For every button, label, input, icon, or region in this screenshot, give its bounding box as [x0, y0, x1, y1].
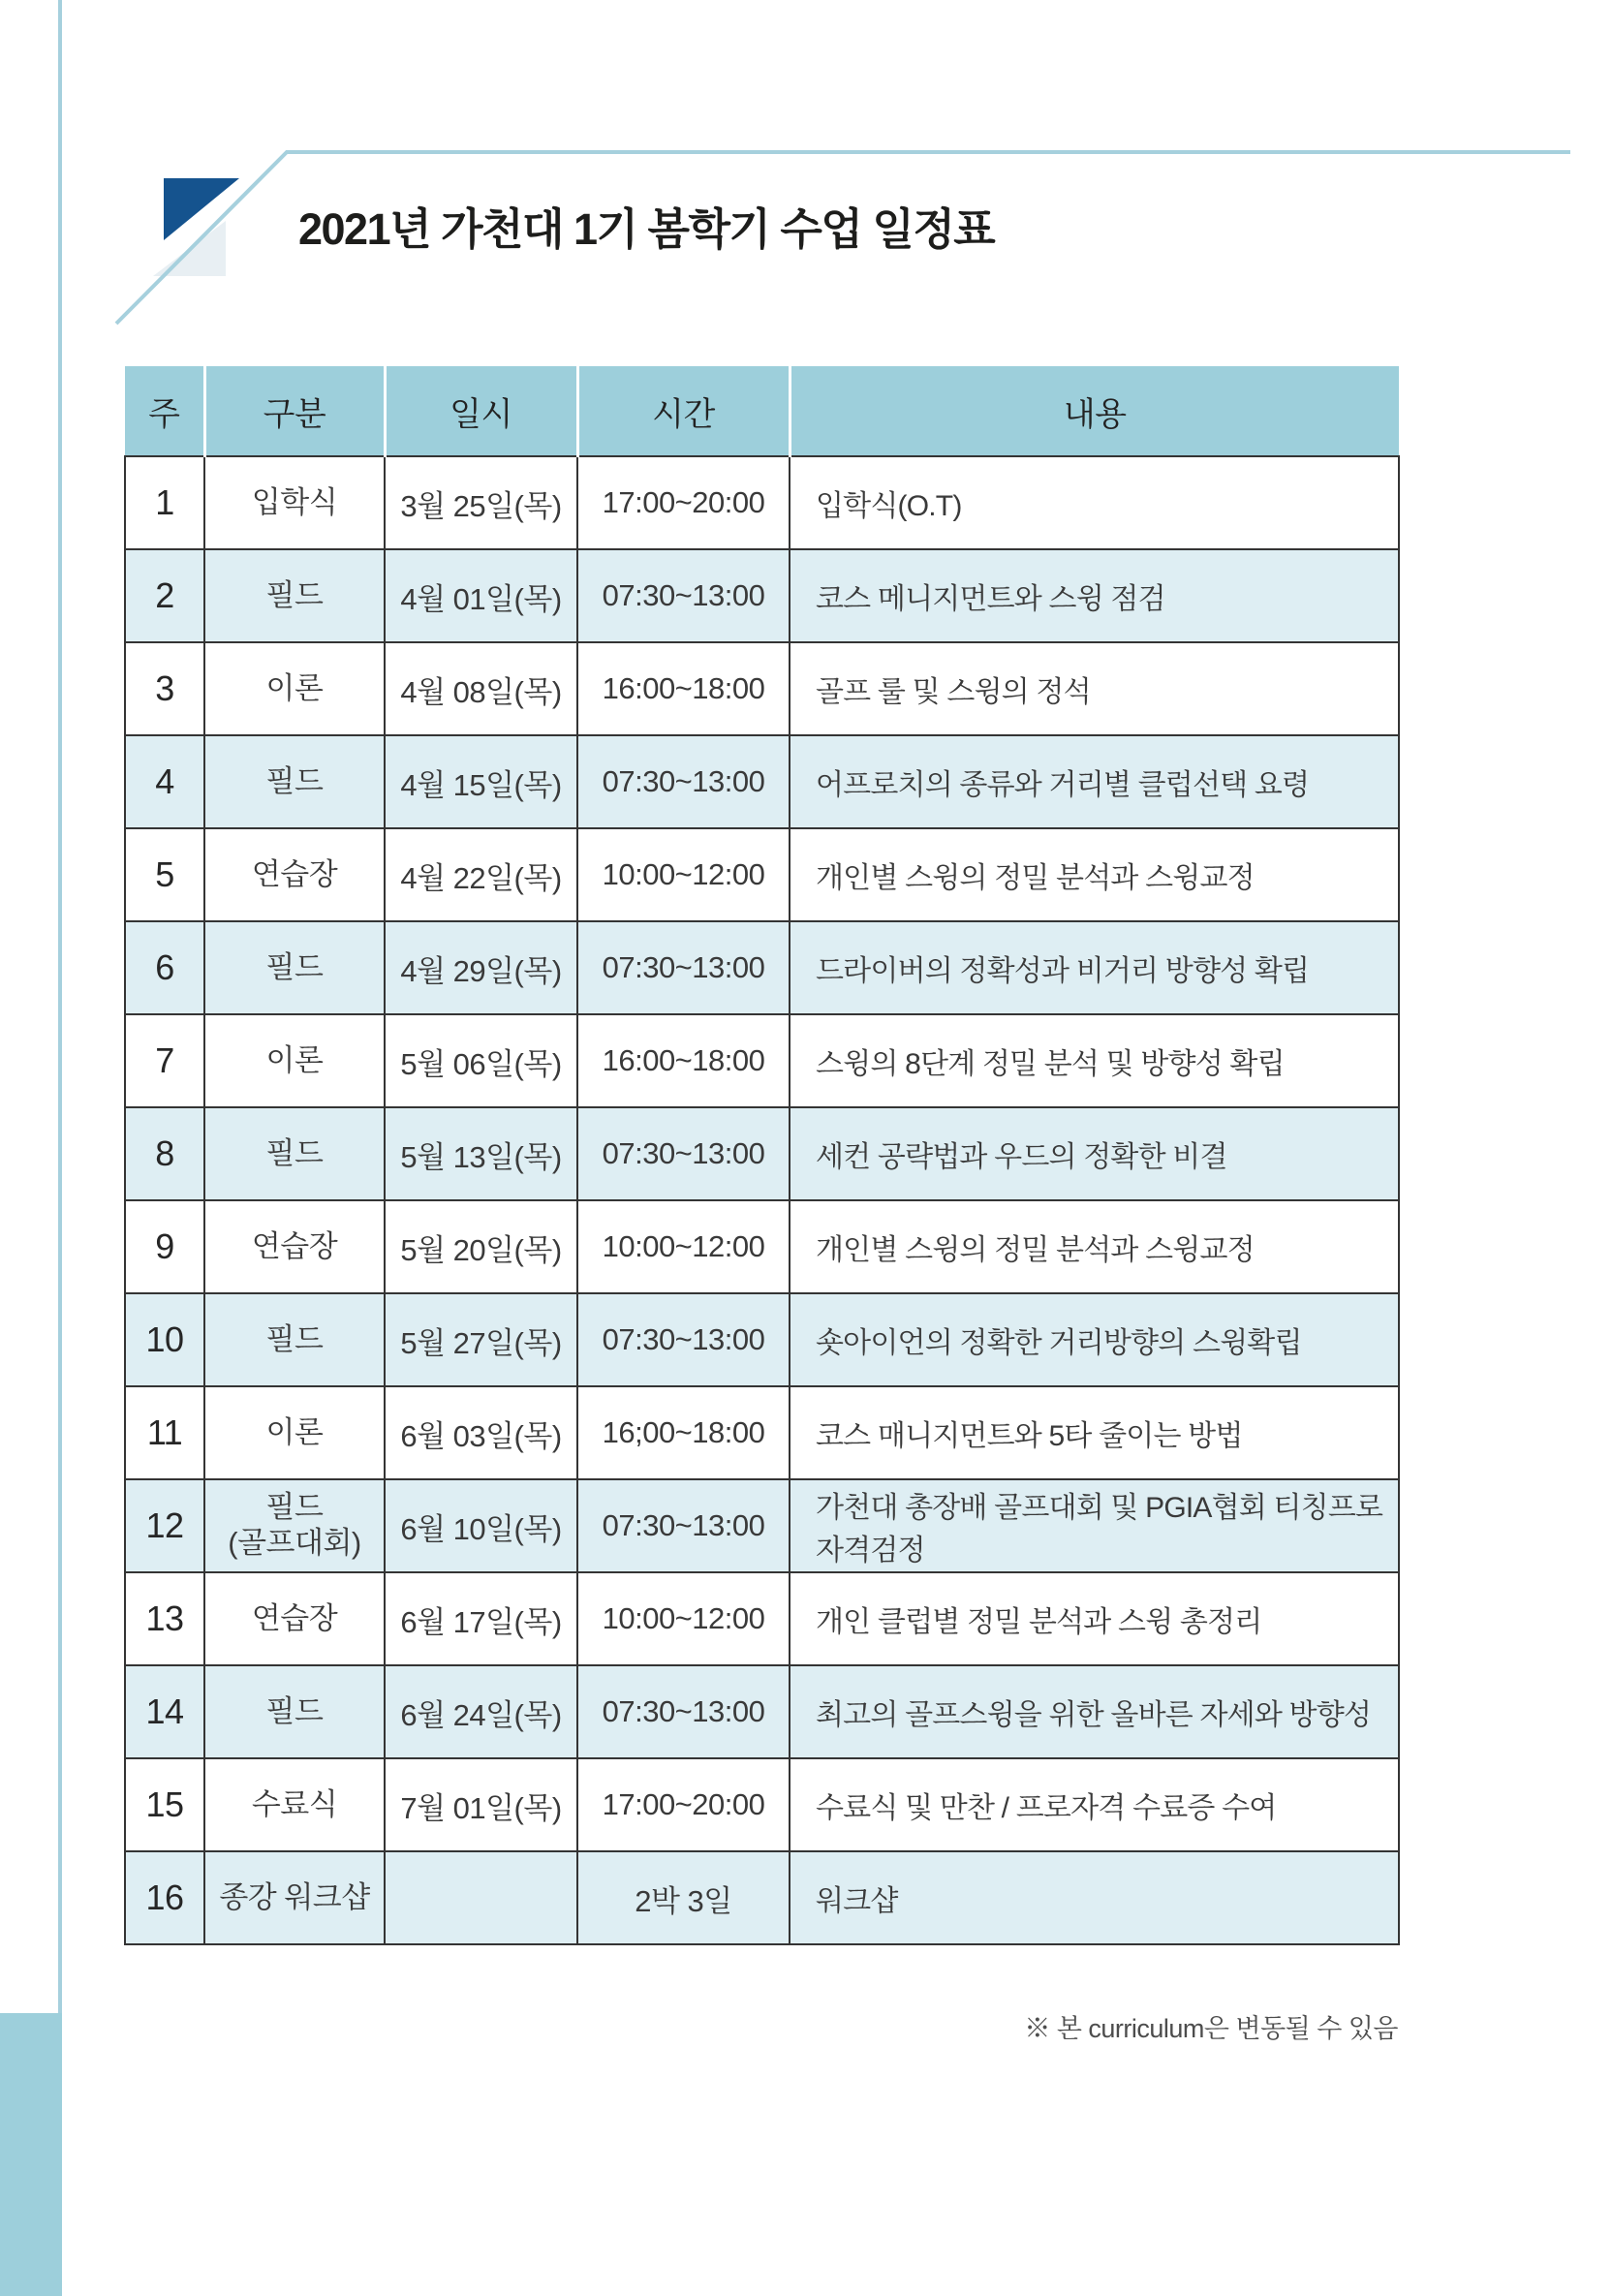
cell-week: 16 — [125, 1851, 204, 1944]
table-row — [125, 828, 1399, 921]
cell-week: 12 — [125, 1479, 204, 1572]
table-row — [125, 456, 1399, 549]
table-row — [125, 1665, 1399, 1758]
cell-week: 10 — [125, 1293, 204, 1386]
table-row — [125, 1572, 1399, 1665]
cell-date: 5월 27일(목) — [385, 1293, 577, 1386]
cell-date: 3월 25일(목) — [385, 456, 577, 549]
cell-week: 4 — [125, 735, 204, 828]
table-row — [125, 642, 1399, 735]
cell-category: 필드 — [204, 549, 385, 642]
cell-content: 최고의 골프스윙을 위한 올바른 자세와 방향성 — [790, 1665, 1399, 1758]
cell-content: 가천대 총장배 골프대회 및 PGIA협회 티칭프로자격검정 — [790, 1479, 1399, 1572]
cell-content: 세컨 공략법과 우드의 정확한 비결 — [790, 1107, 1399, 1200]
cell-date: 4월 15일(목) — [385, 735, 577, 828]
cell-time: 07:30~13:00 — [577, 1107, 790, 1200]
cell-time: 10:00~12:00 — [577, 828, 790, 921]
cell-category: 필드 — [204, 735, 385, 828]
table-row — [125, 735, 1399, 828]
cell-week: 13 — [125, 1572, 204, 1665]
cell-content: 코스 매니지먼트와 5타 줄이는 방법 — [790, 1386, 1399, 1479]
page-title: 2021년 가천대 1기 봄학기 수업 일정표 — [298, 204, 995, 254]
table-row — [125, 549, 1399, 642]
column-header-category: 구분 — [204, 366, 385, 456]
cell-time: 10:00~12:00 — [577, 1572, 790, 1665]
cell-category: 필드 — [204, 1107, 385, 1200]
cell-week: 1 — [125, 456, 204, 549]
cell-time: 07:30~13:00 — [577, 1665, 790, 1758]
cell-time: 16:00~18:00 — [577, 642, 790, 735]
table-row — [125, 1200, 1399, 1293]
cell-category: 이론 — [204, 1386, 385, 1479]
cell-week: 5 — [125, 828, 204, 921]
cell-date: 4월 08일(목) — [385, 642, 577, 735]
bottom-left-accent-block — [0, 2013, 62, 2296]
cell-date: 6월 10일(목) — [385, 1479, 577, 1572]
cell-time: 07:30~13:00 — [577, 1293, 790, 1386]
cell-week: 6 — [125, 921, 204, 1014]
cell-date: 7월 01일(목) — [385, 1758, 577, 1851]
cell-category: 수료식 — [204, 1758, 385, 1851]
cell-category: 이론 — [204, 1014, 385, 1107]
table-row — [125, 1851, 1399, 1944]
cell-week: 11 — [125, 1386, 204, 1479]
table-row — [125, 921, 1399, 1014]
cell-date: 5월 06일(목) — [385, 1014, 577, 1107]
cell-date: 6월 17일(목) — [385, 1572, 577, 1665]
cell-category: 연습장 — [204, 1572, 385, 1665]
cell-time: 2박 3일 — [577, 1851, 790, 1944]
cell-category: 필드 — [204, 1293, 385, 1386]
cell-content: 드라이버의 정확성과 비거리 방향성 확립 — [790, 921, 1399, 1014]
cell-category: 입학식 — [204, 456, 385, 549]
cell-time: 17:00~20:00 — [577, 456, 790, 549]
cell-content: 워크샵 — [790, 1851, 1399, 1944]
table-row — [125, 1293, 1399, 1386]
header-row — [125, 366, 1399, 456]
curriculum-footnote: ※ 본 curriculum은 변동될 수 있음 — [1024, 2014, 1398, 2043]
cell-week: 8 — [125, 1107, 204, 1200]
cell-time: 16;00~18:00 — [577, 1386, 790, 1479]
cell-date: 6월 03일(목) — [385, 1386, 577, 1479]
cell-category: 연습장 — [204, 828, 385, 921]
cell-time: 07:30~13:00 — [577, 549, 790, 642]
cell-date: 6월 24일(목) — [385, 1665, 577, 1758]
schedule-body — [125, 456, 1399, 1944]
cell-week: 3 — [125, 642, 204, 735]
cell-date: 4월 01일(목) — [385, 549, 577, 642]
cell-date — [385, 1851, 577, 1944]
header-decoration — [0, 0, 1612, 368]
cell-category: 이론 — [204, 642, 385, 735]
cell-content: 스윙의 8단계 정밀 분석 및 방향성 확립 — [790, 1014, 1399, 1107]
column-header-week: 주 — [125, 366, 204, 456]
cell-week: 15 — [125, 1758, 204, 1851]
table-row — [125, 1386, 1399, 1479]
cell-time: 07:30~13:00 — [577, 921, 790, 1014]
table-row — [125, 1758, 1399, 1851]
cell-content: 코스 메니지먼트와 스윙 점검 — [790, 549, 1399, 642]
cell-week: 14 — [125, 1665, 204, 1758]
cell-time: 07:30~13:00 — [577, 735, 790, 828]
cell-time: 10:00~12:00 — [577, 1200, 790, 1293]
cell-date: 5월 13일(목) — [385, 1107, 577, 1200]
cell-category: 연습장 — [204, 1200, 385, 1293]
cell-content: 입학식(O.T) — [790, 456, 1399, 549]
cell-week: 7 — [125, 1014, 204, 1107]
cell-date: 4월 22일(목) — [385, 828, 577, 921]
cell-category: 필드 — [204, 921, 385, 1014]
cell-date: 5월 20일(목) — [385, 1200, 577, 1293]
table-row — [125, 1479, 1399, 1572]
cell-content: 개인별 스윙의 정밀 분석과 스윙교정 — [790, 828, 1399, 921]
schedule-header — [125, 366, 1399, 456]
cell-category: 필드 — [204, 1665, 385, 1758]
table-row — [125, 1107, 1399, 1200]
schedule-table — [124, 366, 1400, 1945]
cell-category: 종강 워크샵 — [204, 1851, 385, 1944]
cell-content: 개인 클럽별 정밀 분석과 스윙 총정리 — [790, 1572, 1399, 1665]
column-header-date: 일시 — [385, 366, 577, 456]
cell-category: 필드 (골프대회) — [204, 1479, 385, 1572]
cell-time: 17:00~20:00 — [577, 1758, 790, 1851]
cell-content: 숏아이언의 정확한 거리방향의 스윙확립 — [790, 1293, 1399, 1386]
cell-content: 골프 룰 및 스윙의 정석 — [790, 642, 1399, 735]
column-header-content: 내용 — [790, 366, 1399, 456]
cell-content: 개인별 스윙의 정밀 분석과 스윙교정 — [790, 1200, 1399, 1293]
cell-week: 2 — [125, 549, 204, 642]
cell-week: 9 — [125, 1200, 204, 1293]
cell-time: 16:00~18:00 — [577, 1014, 790, 1107]
column-header-time: 시간 — [577, 366, 790, 456]
cell-time: 07:30~13:00 — [577, 1479, 790, 1572]
cell-date: 4월 29일(목) — [385, 921, 577, 1014]
cell-content: 수료식 및 만찬 / 프로자격 수료증 수여 — [790, 1758, 1399, 1851]
cell-content: 어프로치의 종류와 거리별 클럽선택 요령 — [790, 735, 1399, 828]
table-row — [125, 1014, 1399, 1107]
